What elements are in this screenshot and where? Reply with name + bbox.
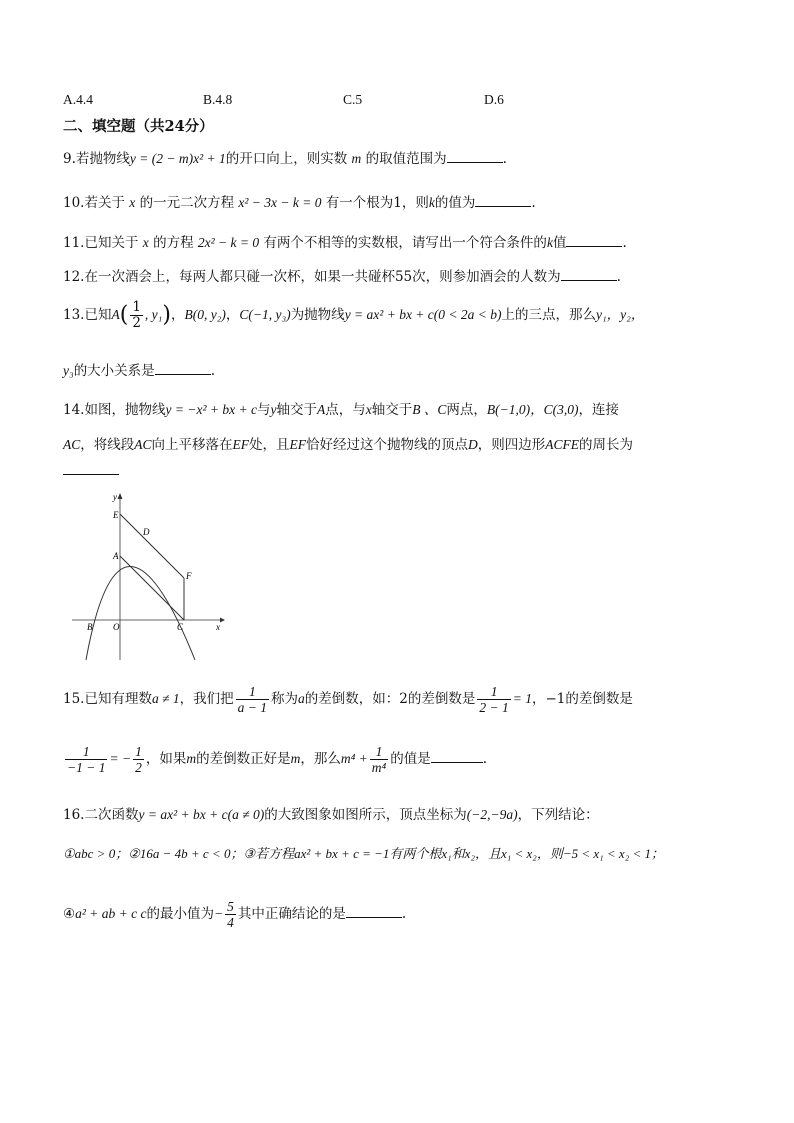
q16-vertex: (−2,−9a) [466,807,518,822]
q14-acfe: ACFE [545,437,580,452]
q15-frac3 [65,744,107,775]
q14-mid: 与 [256,402,271,418]
q9-var: m [351,151,362,166]
q15-mid2: 称为 [271,691,299,707]
q13-point-a: A [111,307,120,322]
q15-frac5 [370,744,388,775]
q9-prefix: 9.若抛物线 [63,151,130,167]
q14-mid4: 轴交于 [371,402,413,418]
label-y: y [113,492,117,502]
question-15 [63,684,633,715]
label-d: D [143,527,150,537]
label-a: A [113,551,119,561]
q16-c4-den: 4 [227,915,234,930]
q13-mid: 为抛物线 [290,307,345,323]
q15-frac4 [133,744,144,775]
q10-prefix: 10.若关于 [63,195,125,211]
q15-suffix: 的值是 [390,751,431,767]
option-b: B.4.8 [203,92,233,107]
answer-blank-13[interactable] [155,361,211,375]
q15-frac1 [236,684,269,715]
q10-formula: x² − 3x − k = 0 [238,195,322,210]
q15-f2-num: 1 [477,684,510,700]
q15-var-m: m [186,751,197,766]
q16-c4-num: 5 [227,899,234,914]
q14-l2f: 的周长为 [579,437,634,453]
q14-ac2: AC [134,437,152,452]
q16-c4-minus: − [214,906,224,921]
q11-prefix: 11.已知关于 [63,235,139,251]
section-title: 二、填空题（共24分） [63,118,214,135]
q15-f5-num: 1 [370,744,388,760]
q16-c4-formula: a² + ab + c c [75,906,147,921]
answer-blank-12[interactable] [561,267,617,281]
q11-mid: 的方程 [153,235,194,251]
q15-mid6: 的差倒数正好是 [196,751,291,767]
q11-var-x: x [142,235,149,250]
q14-end: ，连接 [578,402,619,418]
q15-mid5: ，如果 [145,751,187,767]
q14-formula: y = −x² + bx + c [165,402,257,417]
q14-y: y [270,402,277,417]
question-11: 11.已知关于 x 的方程 2x² − k = 0 有两个不相等的实数根，请写出一个符合条件的k值 . [63,235,627,251]
y-axis-arrow [118,493,123,499]
label-c: C [177,622,184,632]
x-axis-arrow [220,618,225,623]
question-16 [63,806,599,824]
q13-line2-text: 的大小关系是 [73,363,155,379]
q13-fraction [130,300,143,331]
question-9: 9.若抛物线y = (2 − m)x² + 1的开口向上，则实数 m 的取值范围为 . [63,151,507,167]
q9-suffix: 的开口向上，则实数 [225,151,348,167]
q15-var-m2: m [290,751,301,766]
option-a: A.4.4 [63,92,93,107]
q14-prefix: 14.如图，抛物线 [63,402,166,418]
question-15-line2: $\frac{1}{-1 - 1}$ = − $\frac{1}{2}$ ，如果m的差倒数正好是m，那么m⁴ + $\frac{1}{\text{m⁴}}$ 的值是 . [67,744,488,775]
q15-mid3: 的差倒数，如：2的差倒数是 [304,691,476,707]
q16-c4-prefix: ④ [63,906,76,922]
label-e: E [113,510,119,520]
q11-formula: 2x² − k = 0 [197,235,260,250]
q15-f1-num: 1 [236,684,269,700]
q15-f1-den: a − 1 [237,700,268,715]
q14-l2e: ，则四边形 [477,437,546,453]
q16-conclusion-4: ④a² + ab + c c的最小值为− $\frac{5}{4}$ 其中正确结论的是 . [63,899,407,930]
q16-c1: ①abc > 0；②16a − 4b + c < 0；③若方程ax² + bx + c = −1有两个根x₁和x₂，且x₁ < x₂，则−5 < x₁ < x₂ < 1； [63,846,664,861]
question-14-line2 [63,436,633,454]
label-b: B [87,622,93,632]
q14-a: A [316,402,326,417]
question-13: 13.已知A( $\frac{1}{2}$ , y₁)，B(0, y₂)，C(−1, y₃)为抛物线y = ax² + bx + c(0 < 2a < b)上的三点，那么y₁，y₂， [63,299,645,331]
q15-mid: ，我们把 [179,691,234,707]
q11-mid2: 有两个不相等的实数根，请写出一个符合条件的 [263,235,547,251]
segment-ef [120,514,184,578]
q10-suffix: 的值为 [434,195,476,211]
q12-text: 12.在一次酒会上，每两人都只碰一次杯，如果一共碰杯55次，则参加酒会的人数为 [63,269,561,285]
q14-ef2: EF [289,437,307,452]
q15-f4-den: 2 [135,760,142,775]
q14-d: D [468,437,478,452]
q16-mid: 的大致图象如图所示，顶点坐标为 [264,807,467,823]
q13-point-c: C(−1, y₃) [239,307,291,322]
question-14 [63,401,619,419]
q15-prefix: 15.已知有理数 [63,691,152,707]
question-13-line2: y₃的大小关系是 . [63,363,215,379]
q14-mid3: 点，与 [325,402,366,418]
question-12: 12.在一次酒会上，每两人都只碰一次杯，如果一共碰杯55次，则参加酒会的人数为 . [63,269,621,285]
q15-eq1: = 1 [512,691,532,706]
q10-var-x: x [129,195,136,210]
q13-y3: y₃ [63,363,74,378]
q16-c4-frac [225,899,236,930]
q15-f4-num: 1 [135,744,142,759]
answer-blank-16[interactable] [346,904,402,918]
answer-blank-14[interactable] [63,474,119,475]
q15-var-a: a [298,691,305,706]
q14-l2b: 向上平移落在 [151,437,233,453]
label-o: O [113,622,120,632]
answer-blank-10[interactable] [475,193,531,207]
q15-f5-den: m⁴ [371,760,387,775]
q9-suffix2: 的取值范围为 [365,151,447,167]
q15-cond: a ≠ 1 [151,691,180,706]
q15-mid7: ，那么 [300,751,341,767]
q9-formula: y = (2 − m)x² + 1 [129,151,226,166]
q11-var-k: k [546,235,553,250]
option-c: C.5 [343,92,363,107]
q16-suffix: ，下列结论： [517,807,599,823]
option-d: D.6 [484,92,504,107]
q13-ys: y₁，y₂， [596,307,645,322]
answer-blank-15[interactable] [431,749,483,763]
q15-f3-num: 1 [65,744,107,760]
q13-frac-num: 1 [132,299,141,315]
q13-suffix: 上的三点，那么 [501,307,596,323]
q15-m4: m⁴ + [340,751,368,766]
parabola-curve [86,567,195,661]
q13-point-a-y: , y₁ [144,307,163,322]
q13-frac-den: 2 [132,315,141,331]
q10-mid2: 有一个根为1，则 [325,195,429,211]
q16-c4-suffix: 其中正确结论的是 [237,906,346,922]
q14-l2c: 处，且 [249,437,290,453]
question-10: 10.若关于 x 的一元二次方程 x² − 3x − k = 0 有一个根为1，则k的值为 . [63,195,536,211]
q15-mid4: ，−1的差倒数是 [532,691,633,707]
q15-frac2 [477,684,510,715]
segment-ac [120,556,184,620]
q15-eq2: = − [109,751,132,766]
label-x: x [216,622,220,632]
q14-l2d: 恰好经过这个抛物线的顶点 [306,437,469,453]
q16-formula: y = ax² + bx + c(a ≠ 0) [138,807,265,822]
q14-ef: EF [232,437,250,452]
q10-mid: 的一元二次方程 [139,195,235,211]
q14-x: x [365,402,372,417]
q15-f3-den: −1 − 1 [67,760,106,775]
q16-conclusions [63,845,664,864]
q10-var-k: k [428,195,435,210]
q14-mid5: 两点， [446,402,487,418]
q14-l2a: ，将线段 [80,437,135,453]
parabola-figure [68,490,228,665]
answer-blank-9[interactable] [447,149,503,163]
q13-formula: y = ax² + bx + c(0 < 2a < b) [344,307,502,322]
q16-c4-mid: 的最小值为 [146,906,214,922]
q14-ac: AC [63,437,81,452]
q16-prefix: 16.二次函数 [63,807,139,823]
q11-suffix: 值 [552,235,567,251]
q13-prefix: 13.已知 [63,307,112,323]
q14-pts: B(−1,0)，C(3,0) [486,402,579,417]
q14-bc: B 、C [412,402,447,417]
q14-mid2: 轴交于 [276,402,317,418]
q15-f2-den: 2 − 1 [479,700,509,715]
q13-point-b: B(0, y₂) [184,307,226,322]
label-f: F [186,571,192,581]
answer-blank-11[interactable] [566,233,622,247]
